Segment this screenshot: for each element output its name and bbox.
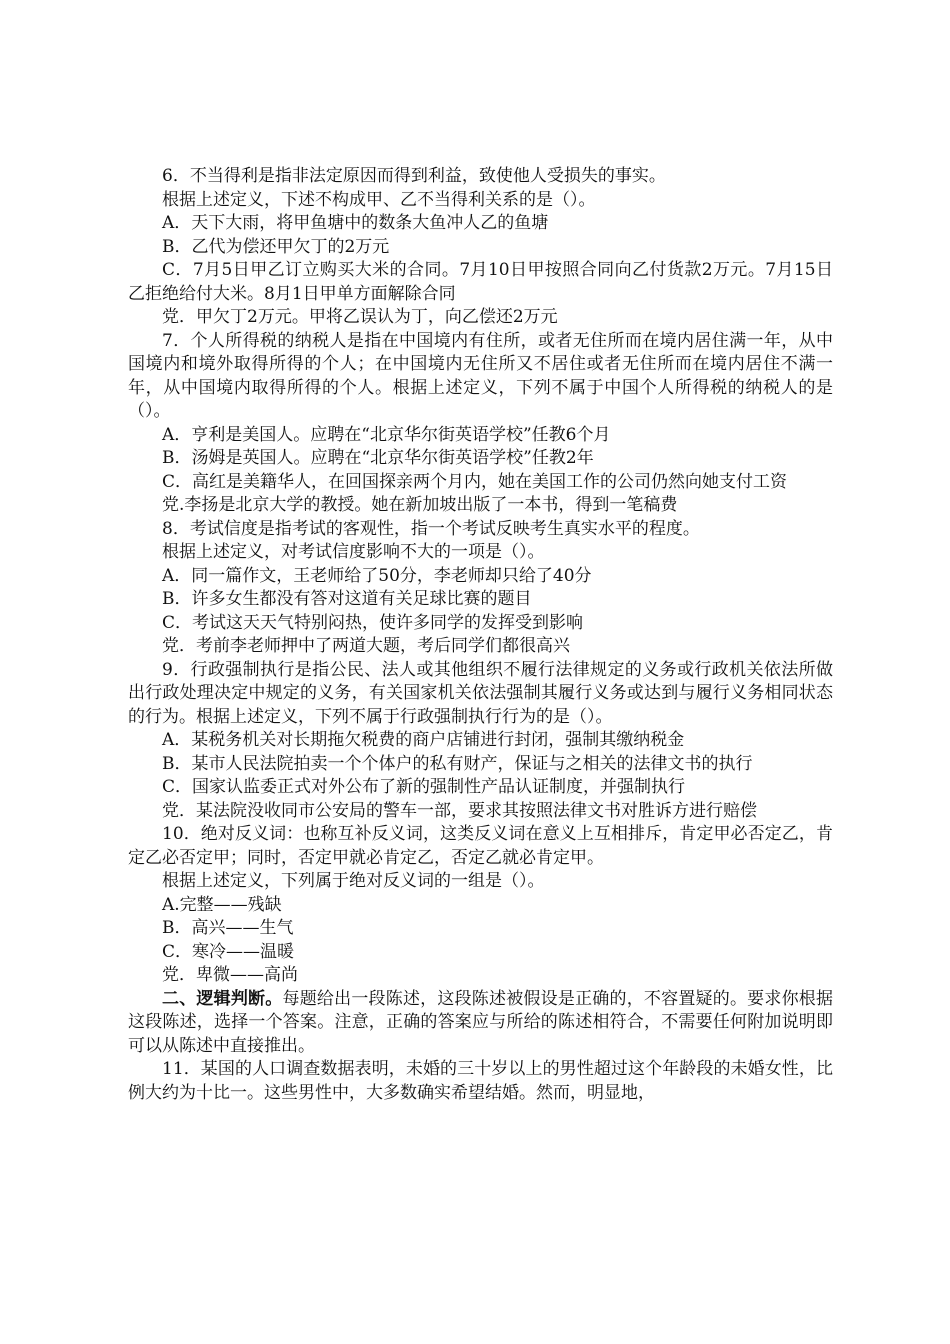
q7-option-c: C．高红是美籍华人，在回国探亲两个月内，她在美国工作的公司仍然向她支付工资 (162, 471, 788, 492)
q9-option-b: B．某市人民法院拍卖一个个体户的私有财产，保证与之相关的法律文书的执行 (162, 753, 753, 774)
q9-option-a: A．某税务机关对长期拖欠税费的商户店铺进行封闭，强制其缴纳税金 (162, 730, 685, 750)
q6-option-a: A．天下大雨，将甲鱼塘中的数条大鱼冲人乙的鱼塘 (162, 213, 549, 233)
q11-stem: 11．某国的人口调查数据表明，未婚的三十岁以上的男性超过这个年龄段的未婚女性，比例大约为十比一。这些男性中，大多数确实希望结婚。然而，明显地， (128, 1059, 833, 1103)
q7-option-a: A．亨利是美国人。应聘在“北京华尔街英语学校”任教6个月 (162, 424, 611, 445)
q10-stem: 10．绝对反义词：也称互补反义词，这类反义词在意义上互相排斥，肯定甲必否定乙，肯定乙必否定甲；同时，否定甲就必肯定乙，否定乙就必肯定甲。 (128, 824, 833, 868)
q7-option-b: B．汤姆是英国人。应聘在“北京华尔街英语学校”任教2年 (162, 448, 594, 468)
section-2-intro (128, 988, 833, 1059)
q10-option-b: B．高兴——生气 (162, 918, 294, 938)
q9-stem: 9．行政强制执行是指公民、法人或其他组织不履行法律规定的义务或行政机关依法所做出行政处理决定中规定的义务，有关国家机关依法强制其履行义务或达到与履行义务相同状态的行为。根据上述定义，下列不属于行政强制执行行为的是（）。 (128, 659, 833, 727)
q6-option-c: C．7月5日甲乙订立购买大米的合同。7月10日甲按照合同向乙付货款2万元。7月15日乙拒绝给付大米。8月1日甲单方面解除合同 (128, 260, 833, 304)
q7-stem: 7．个人所得税的纳税人是指在中国境内有住所，或者无住所而在境内居住满一年，从中国境内和境外取得所得的个人；在中国境内无住所又不居住或者无住所而在境内居住不满一年，从中国境内取得所得的个人。根据上述定义，下列不属于中国个人所得税的纳税人的是（）。 (128, 330, 833, 421)
q9-option-d: 党．某法院没收同市公安局的警车一部，要求其按照法律文书对胜诉方进行赔偿 (162, 800, 757, 821)
q6-option-d: 党．甲欠丁2万元。甲将乙误认为丁，向乙偿还2万元 (162, 307, 558, 327)
q8-stem: 8．考试信度是指考试的客观性，指一个考试反映考生真实水平的程度。 (162, 518, 700, 539)
q8-option-a: A．同一篇作文，王老师给了50分，李老师却只给了40分 (162, 565, 592, 586)
section-2-instructions: 每题给出一段陈述，这段陈述被假设是正确的，不容置疑的。要求你根据这段陈述，选择一个答案。注意，正确的答案应与所给的陈述相符合，不需要任何附加说明即可以从陈述中直接推出。 (128, 988, 834, 1056)
q10-question: 根据上述定义，下列属于绝对反义词的一组是（）。 (162, 871, 545, 891)
q6-question: 根据上述定义，下述不构成甲、乙不当得利关系的是（）。 (162, 189, 596, 210)
section-2-heading: 二、逻辑判断。 (162, 988, 283, 1009)
q10-option-a: A.完整——残缺 (162, 894, 282, 915)
q8-question: 根据上述定义，对考试信度影响不大的一项是（）。 (162, 542, 545, 562)
q8-option-b: B．许多女生都没有答对这道有关足球比赛的题目 (162, 589, 532, 609)
q6-stem: 6．不当得利是指非法定原因而得到利益，致使他人受损失的事实。 (162, 166, 666, 186)
q10-option-d: 党．卑微——高尚 (162, 965, 298, 985)
q9-option-c: C．国家认监委正式对外公布了新的强制性产品认证制度，并强制执行 (162, 777, 686, 797)
q7-option-d: 党.李扬是北京大学的教授。她在新加坡出版了一本书，得到一笔稿费 (162, 495, 678, 515)
q8-option-c: C．考试这天天气特别闷热，使许多同学的发挥受到影响 (162, 612, 584, 633)
q10-option-c: C．寒冷——温暖 (162, 941, 295, 962)
document-page (128, 165, 833, 1105)
q6-option-b: B．乙代为偿还甲欠丁的2万元 (162, 236, 390, 257)
q8-option-d: 党．考前李老师押中了两道大题，考后同学们都很高兴 (162, 636, 570, 656)
